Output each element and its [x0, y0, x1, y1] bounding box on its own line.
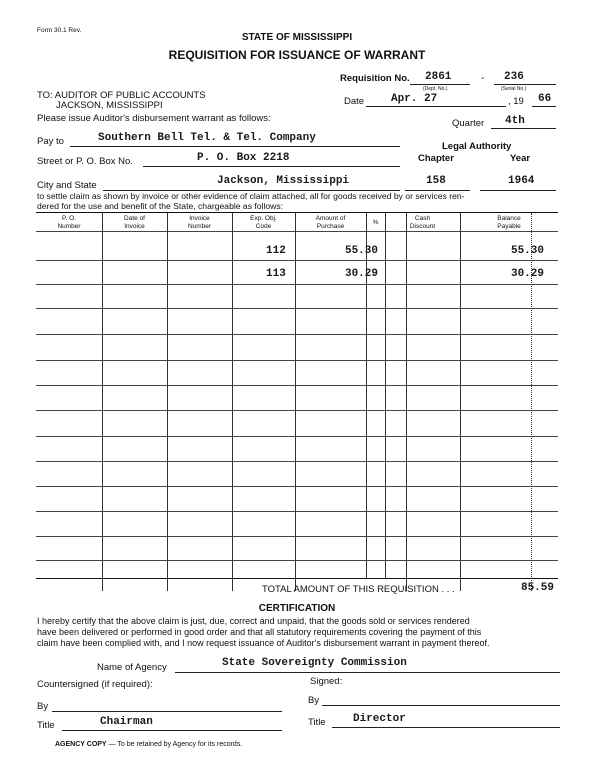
quarter-label: Quarter — [452, 118, 485, 129]
date-label: Date — [344, 96, 365, 107]
settle-text-1: to settle claim as shown by invoice or other evidence of claim attached, all for goods received by or services ren- — [37, 191, 465, 201]
header-percent: % — [372, 219, 379, 226]
agency-value: State Sovereignty Commission — [222, 657, 407, 669]
requisition-dash: - — [481, 73, 485, 84]
agency-copy-label: AGENCY COPY — [55, 741, 107, 748]
header-date-of-invoice: Date of Invoice — [124, 215, 145, 230]
requisition-label: Requisition No. — [340, 73, 410, 84]
right-title-value: Director — [353, 713, 406, 725]
pay-to-value: Southern Bell Tel. & Tel. Company — [98, 132, 316, 144]
table-row-1-balance: 55.30 — [510, 245, 544, 257]
year-prefix: , 19 — [508, 96, 524, 107]
street-label: Street or P. O. Box No. — [37, 156, 133, 167]
serial-number: 236 — [504, 71, 524, 83]
form-number: Form 30.1 Rev. — [37, 27, 82, 34]
settle-text-2: dered for the use and benefit of the State, chargeable as follows: — [37, 201, 284, 211]
signed-label: Signed: — [310, 676, 343, 687]
legal-year-value: 1964 — [508, 175, 535, 187]
instruction: Please issue Auditor's disbursement warrant as follows: — [37, 113, 271, 124]
dept-caption: (Dept. No.) — [423, 86, 448, 92]
header-cash-discount: Cash Discount — [409, 215, 436, 230]
left-title-value: Chairman — [100, 716, 153, 728]
header-invoice-number: Invoice Number — [187, 215, 212, 230]
street-value: P. O. Box 2218 — [197, 152, 290, 164]
header-balance-payable: Balance Payable — [497, 215, 521, 230]
left-title-label: Title — [37, 720, 55, 731]
city-label: City and State — [37, 180, 97, 191]
right-by-label: By — [308, 695, 320, 706]
certification-text-1: I hereby certify that the above claim is just, due, correct and unpaid, that the goods sold or services rendered — [37, 616, 470, 626]
table-row-2-balance: 30.29 — [510, 268, 544, 280]
legal-authority-label: Legal Authority — [442, 141, 512, 152]
quarter-value: 4th — [505, 115, 525, 127]
to-line-2: JACKSON, MISSISSIPPI — [56, 100, 163, 111]
total-value: 85.59 — [520, 582, 554, 594]
city-value: Jackson, Mississippi — [217, 175, 350, 187]
header-exp-obj-code: Exp. Obj. Code — [250, 215, 277, 230]
table-row-2-amount: 30.29 — [344, 268, 378, 280]
certification-text-3: claim have been complied with, and I now request issuance of Auditor's disbursement warrant in payment thereof. — [37, 638, 490, 648]
serial-caption: (Serial No.) — [501, 86, 527, 92]
right-title-label: Title — [308, 717, 326, 728]
form-title: REQUISITION FOR ISSUANCE OF WARRANT — [168, 48, 426, 62]
chapter-label: Chapter — [418, 153, 454, 164]
chapter-value: 158 — [426, 175, 446, 187]
table-row-1-amount: 55.30 — [344, 245, 378, 257]
header-po-number: P. O. Number — [57, 215, 81, 230]
left-by-label: By — [37, 701, 49, 712]
to-line-1: TO: AUDITOR OF PUBLIC ACCOUNTS — [37, 90, 206, 101]
certification-text-2: have been delivered or performed in good order and that all statutory requirements covering the payment of this — [37, 627, 482, 637]
countersigned-label: Countersigned (if required): — [37, 679, 153, 690]
footer-note — [55, 741, 242, 748]
table-row-1-code: 112 — [266, 245, 286, 257]
header-amount-of-purchase: Amount of Purchase — [315, 215, 346, 230]
year-value: 66 — [538, 93, 552, 105]
agency-copy-text: — To be retained by Agency for its records. — [106, 741, 243, 748]
total-label: TOTAL AMOUNT OF THIS REQUISITION . . . — [262, 584, 455, 595]
state-heading: STATE OF MISSISSIPPI — [241, 32, 353, 43]
pay-to-label: Pay to — [37, 136, 64, 147]
dept-number: 2861 — [425, 71, 452, 83]
date-value: Apr. 27 — [391, 93, 438, 105]
table-row-2-code: 113 — [266, 268, 286, 280]
agency-label: Name of Agency — [97, 662, 167, 673]
year-label: Year — [510, 153, 531, 164]
certification-heading: CERTIFICATION — [258, 603, 336, 614]
